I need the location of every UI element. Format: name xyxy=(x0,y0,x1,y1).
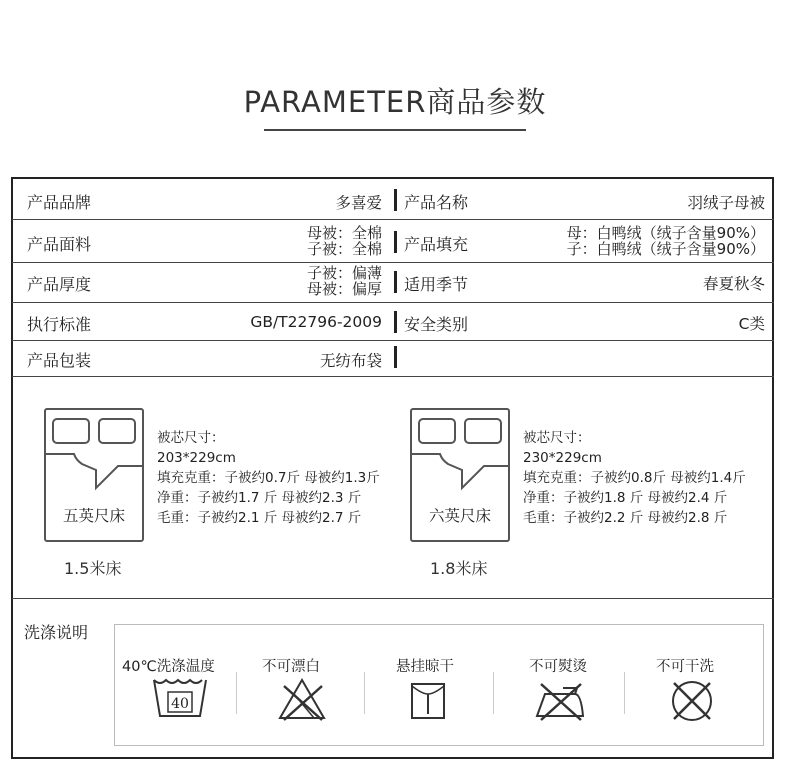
no-iron-label: 不可熨烫 xyxy=(529,659,587,675)
name-value: 羽绒子母被 xyxy=(687,194,765,212)
page-title: PARAMETER商品参数 xyxy=(243,85,547,119)
thickness-label: 产品厚度 xyxy=(27,275,92,294)
washing-title: 洗涤说明 xyxy=(24,623,89,642)
spec-title: 被芯尺寸： xyxy=(523,430,591,446)
no-dryclean-icon xyxy=(668,678,716,724)
bed-size-label: 1.8米床 xyxy=(430,559,488,578)
bed-icon xyxy=(410,408,510,542)
season-value: 春夏秋冬 xyxy=(702,275,765,293)
package-value: 无纺布袋 xyxy=(319,352,382,370)
row-divider xyxy=(12,219,774,220)
column-bar xyxy=(394,189,397,211)
hang-dry-icon xyxy=(408,680,448,722)
brand-value: 多喜爱 xyxy=(335,194,382,212)
column-bar xyxy=(394,271,397,293)
row-divider xyxy=(12,598,774,599)
hang-dry-label: 悬挂晾干 xyxy=(396,659,454,675)
column-bar xyxy=(394,346,397,368)
icon-divider xyxy=(493,672,494,714)
icon-divider xyxy=(236,672,237,714)
row-divider xyxy=(12,262,774,263)
row-divider xyxy=(12,376,774,377)
bed-spec xyxy=(157,428,380,528)
spec-gross-weight: 毛重：子被约2.1 斤 母被约2.7 斤 xyxy=(157,510,362,526)
spec-fill-weight: 填充克重：子被约0.8斤 母被约1.4斤 xyxy=(523,470,746,486)
no-bleach-label: 不可漂白 xyxy=(262,659,320,675)
thickness-value xyxy=(307,265,382,297)
wash-temp-label: 40℃洗涤温度 xyxy=(122,659,215,675)
filling-value-line: 子：白鸭绒（绒子含量90%） xyxy=(566,240,765,258)
spec-title: 被芯尺寸： xyxy=(157,430,225,446)
no-iron-icon xyxy=(533,680,587,722)
spec-net-weight: 净重：子被约1.7 斤 母被约2.3 斤 xyxy=(157,490,362,506)
bed-icon xyxy=(44,408,144,542)
fabric-value-line: 子被：全棉 xyxy=(306,240,382,258)
column-bar xyxy=(394,231,397,253)
fabric-value-line: 母被：全棉 xyxy=(306,224,382,242)
season-label: 适用季节 xyxy=(404,275,469,294)
spec-net-weight: 净重：子被约1.8 斤 母被约2.4 斤 xyxy=(523,490,728,506)
bed-caption: 六英尺床 xyxy=(428,507,491,525)
safety-label: 安全类别 xyxy=(404,315,469,334)
safety-value: C类 xyxy=(738,315,765,333)
brand-label: 产品品牌 xyxy=(27,193,92,212)
spec-fill-weight: 填充克重：子被约0.7斤 母被约1.3斤 xyxy=(157,470,380,486)
filling-label: 产品填充 xyxy=(404,235,469,254)
icon-divider xyxy=(624,672,625,714)
standard-value: GB/T22796-2009 xyxy=(250,313,382,331)
bed-spec xyxy=(523,428,746,528)
filling-value-line: 母：白鸭绒（绒子含量90%） xyxy=(566,224,765,242)
fabric-label: 产品面料 xyxy=(27,235,92,254)
bed-size-label: 1.5米床 xyxy=(64,559,122,578)
icon-divider xyxy=(364,672,365,714)
wash-40-icon xyxy=(150,676,210,720)
title-underline xyxy=(264,129,526,131)
thickness-value-line: 子被：偏薄 xyxy=(306,264,382,282)
fabric-value xyxy=(307,225,382,257)
spec-dimensions: 203*229cm xyxy=(157,450,236,466)
spec-gross-weight: 毛重：子被约2.2 斤 母被约2.8 斤 xyxy=(523,510,728,526)
bed-caption: 五英尺床 xyxy=(62,507,125,525)
filling-value xyxy=(567,225,765,257)
column-bar xyxy=(394,311,397,333)
no-dryclean-label: 不可干洗 xyxy=(656,659,714,675)
row-divider xyxy=(12,340,774,341)
package-label: 产品包装 xyxy=(27,351,92,370)
row-divider xyxy=(12,302,774,303)
thickness-value-line: 母被：偏厚 xyxy=(306,280,382,298)
no-bleach-icon xyxy=(276,676,328,722)
wash-temp-number: 40 xyxy=(171,696,189,712)
name-label: 产品名称 xyxy=(404,193,469,212)
spec-dimensions: 230*229cm xyxy=(523,450,602,466)
standard-label: 执行标准 xyxy=(27,315,92,334)
